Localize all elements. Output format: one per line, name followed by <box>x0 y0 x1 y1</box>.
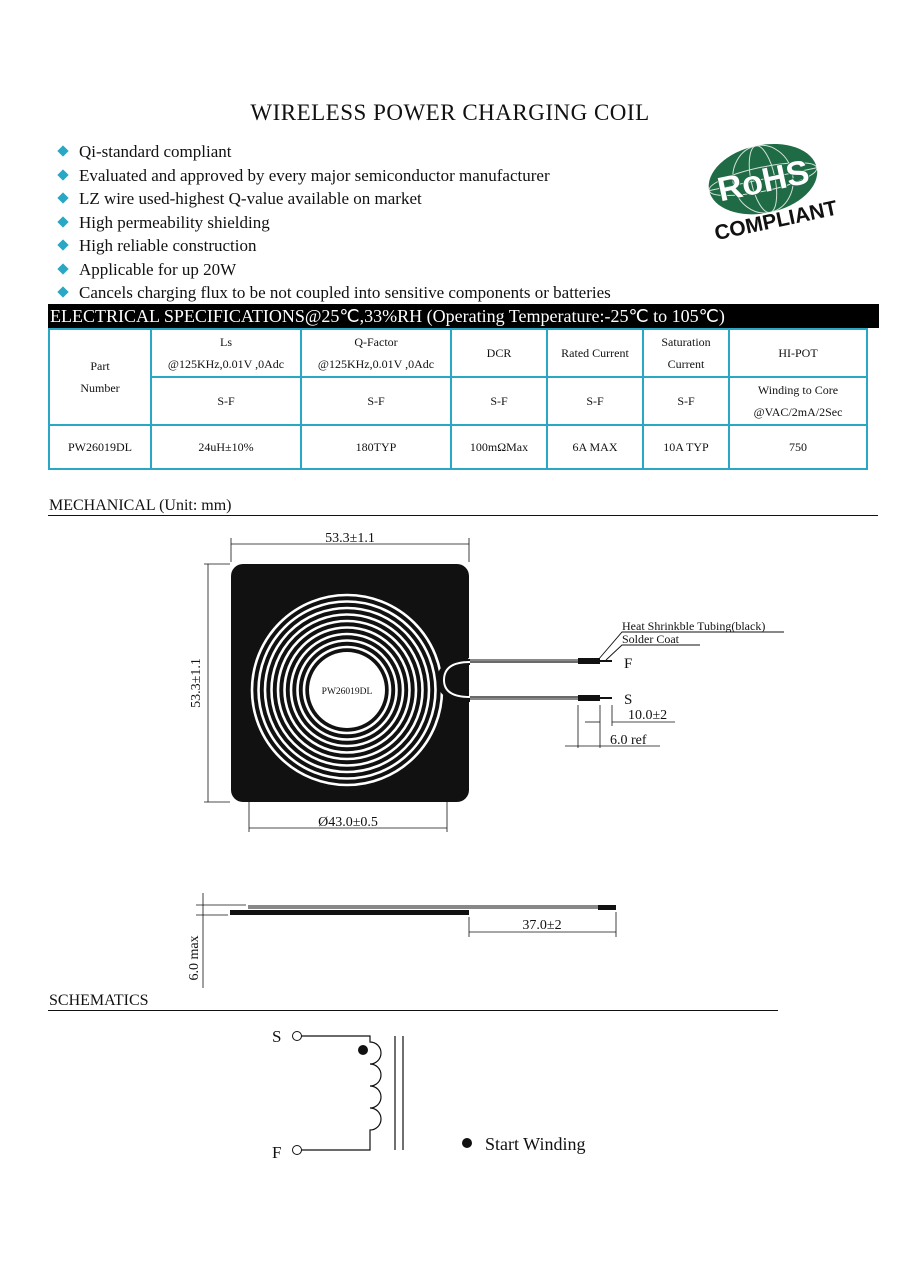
compliant-text: COMPLIANT <box>712 196 840 246</box>
side-view <box>187 893 616 988</box>
sf-cell: S-F <box>151 377 301 425</box>
mechanical-heading: MECHANICAL (Unit: mm) <box>49 497 232 514</box>
cell-hipot: 750 <box>729 425 867 469</box>
header-saturation-current: Saturation Current <box>643 329 729 377</box>
height-dimension: 53.3±1.1 <box>189 658 204 708</box>
diameter-dimension: Ø43.0±0.5 <box>318 815 378 830</box>
side-length-dimension: 37.0±2 <box>522 918 562 933</box>
header-hipot: HI-POT <box>729 329 867 377</box>
schematic-f-label: F <box>272 1143 282 1162</box>
inductor-winding <box>302 1036 382 1150</box>
feature-item: LZ wire used-highest Q-value available on market <box>58 187 611 211</box>
sf-cell: S-F <box>547 377 643 425</box>
electrical-spec-heading: ELECTRICAL SPECIFICATIONS@25℃,33%RH (Operating Temperature:-25℃ to 105℃) <box>48 304 879 328</box>
feature-item: High permeability shielding <box>58 211 611 235</box>
terminal-f <box>293 1146 302 1155</box>
lead-f-label: F <box>624 656 633 672</box>
start-winding-dot <box>358 1045 368 1055</box>
hipot-condition: Winding to Core @VAC/2mA/2Sec <box>729 377 867 425</box>
header-rated-current: Rated Current <box>547 329 643 377</box>
coil-part-label: PW26019DL <box>321 687 373 697</box>
schematics-heading: SCHEMATICS <box>49 992 149 1009</box>
lead-length-dimension: 10.0±2 <box>628 708 668 723</box>
page-title: WIRELESS POWER CHARGING COIL <box>250 100 650 125</box>
feature-item: Applicable for up 20W <box>58 258 611 282</box>
rohs-text: RoHS <box>714 152 813 210</box>
solder-coat-callout: Solder Coat <box>622 632 679 646</box>
terminal-s <box>293 1032 302 1041</box>
header-q-factor: Q-Factor @125KHz,0.01V ,0Adc <box>301 329 451 377</box>
sf-cell: S-F <box>301 377 451 425</box>
cell-rated: 6A MAX <box>547 425 643 469</box>
thickness-dimension: 6.0 max <box>187 935 202 981</box>
heat-shrink-tubing-f <box>578 658 600 664</box>
cell-sat: 10A TYP <box>643 425 729 469</box>
cell-ls: 24uH±10% <box>151 425 301 469</box>
ref-length-dimension: 6.0 ref <box>610 733 647 748</box>
schematics-divider <box>48 1010 778 1011</box>
feature-item: High reliable construction <box>58 234 611 258</box>
lead-s-label: S <box>624 692 633 708</box>
schematic-diagram <box>293 1032 473 1155</box>
start-winding-legend: Start Winding <box>485 1134 586 1154</box>
legend-dot-icon <box>462 1138 472 1148</box>
feature-item: Cancels charging flux to be not coupled into sensitive components or batteries <box>58 281 611 305</box>
heat-shrink-tubing-s <box>578 695 600 701</box>
header-part-number: Part Number <box>49 329 151 425</box>
sf-cell: S-F <box>451 377 547 425</box>
cell-q: 180TYP <box>301 425 451 469</box>
feature-item: Evaluated and approved by every major semiconductor manufacturer <box>58 164 611 188</box>
width-dimension: 53.3±1.1 <box>325 531 375 546</box>
schematic-s-label: S <box>272 1027 282 1046</box>
sf-cell: S-F <box>643 377 729 425</box>
header-dcr: DCR <box>451 329 547 377</box>
heat-shrink-callout: Heat Shrinkble Tubing(black) <box>622 619 766 633</box>
feature-item: Qi-standard compliant <box>58 140 611 164</box>
header-ls: Ls @125KHz,0.01V ,0Adc <box>151 329 301 377</box>
cell-dcr: 100mΩMax <box>451 425 547 469</box>
cell-part: PW26019DL <box>49 425 151 469</box>
